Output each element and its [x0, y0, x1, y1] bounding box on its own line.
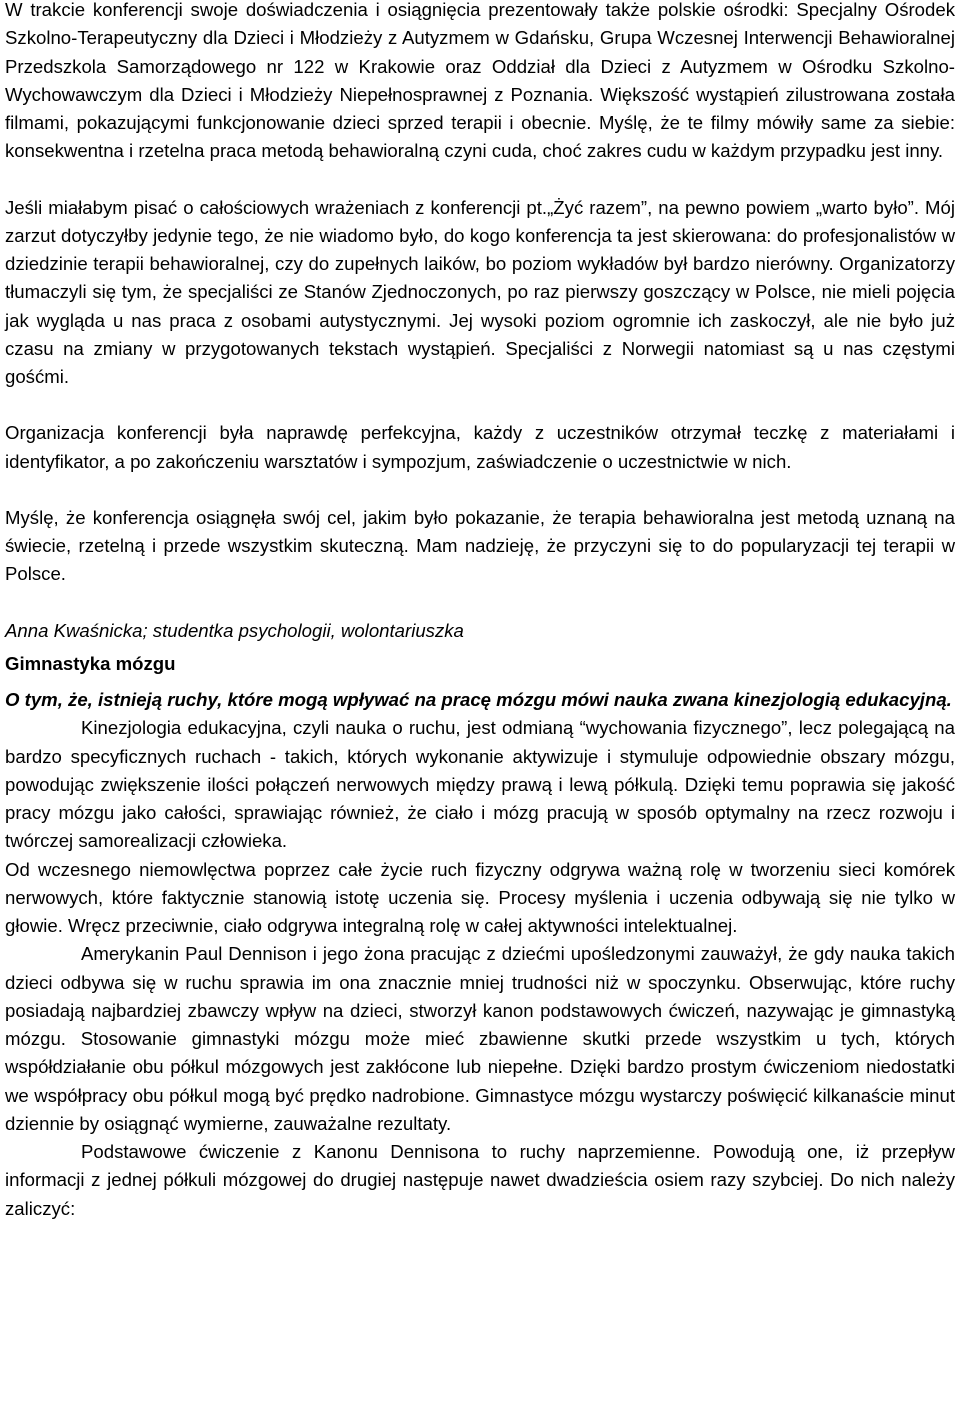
paragraph-gap — [5, 391, 955, 419]
author-signature: Anna Kwaśnicka; studentka psychologii, wolontariuszka — [5, 619, 464, 641]
paragraph-organization: Organizacja konferencji była naprawdę perfekcyjna, każdy z uczestników otrzymał teczkę z materiałami i identyfikator, a po zakończeniu warsztatów i sympozjum, zaświadczenie o uczestnictwie w nich. — [5, 422, 955, 472]
article-lead: O tym, że, istnieją ruchy, które mogą wpływać na pracę mózgu mówi nauka zwana kinezjologią edukacyjną. — [5, 689, 952, 710]
paragraph-movement: Od wczesnego niemowlęctwa poprzez całe życie ruch fizyczny odgrywa ważną rolę w tworzeniu sieci komórek nerwowych, które faktycznie stanowią istotę uczenia się. Procesy myślenia i uczenia odbywają się nie tylko w głowie. Wręcz przeciwnie, ciało odgrywa integralną rolę w całej aktywności intelektualnej. — [5, 858, 955, 936]
paragraph-kinesiology: Kinezjologia edukacyjna, czyli nauka o ruchu, jest odmianą “wychowania fizycznego”, lecz polegającą na bardzo specyficznych ruchach - takich, których wykonanie aktywizuje i stymuluje odpowiednie obszary mózgu, powodując zwiększenie ilości połączeń nerwowych między prawą i lewą półkulą. Dzięki temu poprawia się jakość pracy mózgu jako całości, sprawiając również, że ciało i mózg pracują w sposób optymalny na rzecz rozwoju i twórczej samorealizacji człowieka. — [5, 717, 955, 852]
paragraph-gap — [5, 476, 955, 504]
paragraph-cross-movements: Podstawowe ćwiczenie z Kanonu Dennisona to ruchy naprzemienne. Powodują one, iż przepływ informacji z jednej półkuli mózgowej do drugiej następuje nawet dwadzieścia osiem razy szybciej. Do nich należy zaliczyć: — [5, 1141, 955, 1219]
paragraph-gap — [5, 589, 955, 617]
paragraph-conference-centers: W trakcie konferencji swoje doświadczenia i osiągnięcia prezentowały także polskie ośrodki: Specjalny Ośrodek Szkolno-Terapeutyczny dla Dzieci i Młodzieży z Autyzmem w Gdańsku, Grupa Wczesnej Interwencji Behawioralnej Przedszkola Samorządowego nr 122 w Krakowie oraz Oddział dla Dzieci z Autyzmem w Ośrodku Szkolno-Wychowawczym dla Dzieci i Młodzieży Niepełnosprawnej z Poznania. Większość wystąpień zilustrowana została filmami, pokazującymi funkcjonowanie dzieci sprzed terapii i obecnie. Myślę, że te filmy mówiły same za siebie: konsekwentna i rzetelna praca metodą behawioralną czyni cuda, choć zakres cudu w każdym przypadku jest inny. — [5, 0, 955, 162]
paragraph-conclusion: Myślę, że konferencja osiągnęła swój cel, jakim było pokazanie, że terapia behawioralna jest metodą uznaną na świecie, rzetelną i przede wszystkim skuteczną. Mam nadzieję, że przyczyni się to do popularyzacji tej terapii w Polsce. — [5, 506, 955, 585]
paragraph-conference-impressions: Jeśli miałabym pisać o całościowych wrażeniach z konferencji pt.„Żyć razem”, na pewno powiem „warto było”. Mój zarzut dotyczyłby jedynie tego, że nie wiadomo było, do kogo konferencja ta jest skierowana: do profesjonalistów w dziedzinie terapii behawioralnej, czy do zupełnych laików, bo poziom wykładów był bardzo nierówny. Organizatorzy tłumaczyli się tym, że specjaliści ze Stanów Zjednoczonych, po raz pierwszy goszczący w Polsce, nie mieli pojęcia jak wygląda u nas praca z osobami autystycznymi. Jej wysoki poziom ogromnie ich zaskoczył, ale nie było już czasu na zmiany w przygotowanych tekstach wystąpień. Specjaliści z Norwegii natomiast są u nas częstymi gośćmi. — [5, 196, 955, 387]
paragraph-gap — [5, 166, 955, 194]
article-title: Gimnastyka mózgu — [5, 652, 176, 674]
paragraph-dennison: Amerykanin Paul Dennison i jego żona pracując z dziećmi upośledzonymi zauważył, że gdy nauka takich dzieci odbywa się w ruchu sprawia im ona znacznie mniej trudności niż w spoczynku. Obserwując, które ruchy posiadają najbardziej zbawczy wpływ na dzieci, stworzył kanon podstawowych ćwiczeń, nazywając je gimnastyką mózgu. Stosowanie gimnastyki mózgu może mieć zbawienne skutki przede wszystkim u tych, których współdziałanie obu półkul mózgowych jest zakłócone lub niepełne. Dzięki bardzo prostym ćwiczeniom niedostatki we współpracy obu półkul mogą być prędko nadrobione. Gimnastyce mózgu wystarczy poświęcić kilkanaście minut dziennie by osiągnąć wymierne, zauważalne rezultaty. — [5, 943, 955, 1134]
